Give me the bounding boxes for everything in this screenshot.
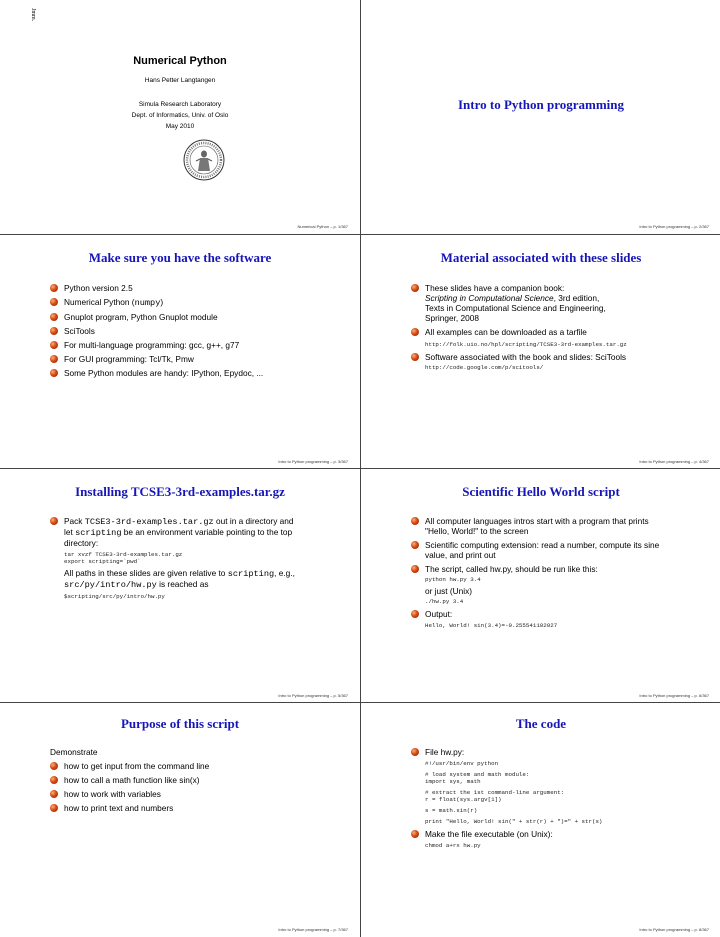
bullet-icon — [50, 355, 58, 363]
cover-title: Numerical Python — [133, 55, 227, 67]
list-item: The script, called hw.py, should be run like this: python hw.py 3.4 or just (Unix) ./hw.py 3.4 — [425, 564, 705, 605]
bullet-icon — [411, 353, 419, 361]
slide-title: Purpose of this script — [120, 716, 240, 731]
slide-6-hello-world — [361, 469, 720, 703]
university-seal-icon — [183, 139, 225, 181]
bullet-icon — [411, 830, 419, 838]
bullet-icon — [411, 610, 419, 618]
bullet-icon — [50, 327, 58, 335]
bullet-icon — [50, 762, 58, 770]
list-item: how to work with variables — [64, 789, 344, 799]
list-item: Gnuplot program, Python Gnuplot module — [64, 312, 344, 322]
bullet-icon — [50, 298, 58, 306]
slide-footer: Intro to Python programming – p. 7/367 — [278, 927, 348, 932]
slide-1-title — [0, 0, 360, 234]
slide-4-material — [361, 235, 720, 469]
software-list — [64, 283, 344, 382]
software-url-link[interactable]: http://code.google.com/p/scitools/ — [425, 364, 544, 371]
slide-footer: Intro to Python programming – p. 4/367 — [639, 459, 709, 464]
slide-footer: Intro to Python programming – p. 5/367 — [278, 693, 348, 698]
list-item: Make the file executable (on Unix): chmod a+rx hw.py — [425, 829, 705, 849]
slide-footer: Intro to Python programming – p. 8/367 — [639, 927, 709, 932]
list-item: For multi-language programming: gcc, g++, g77 — [64, 340, 344, 350]
bullet-icon — [411, 541, 419, 549]
bullet-icon — [411, 517, 419, 525]
list-item: For GUI programming: Tcl/Tk, Pmw — [64, 354, 344, 364]
list-item: Pack TCSE3-3rd-examples.tar.gz out in a directory and let scripting be an environment variable pointing to the top directory: tar xvzf TCSE3-3rd-examples.tar.gz export scripting=`pwd` All paths in these slides are given relative to scripting, e.g., src/py/intro/hw.py is reached as $scripting/src/py/intro/hw.py — [64, 516, 344, 600]
code-block: ./hw.py 3.4 — [425, 598, 464, 605]
slide-title: Intro to Python programming — [458, 97, 624, 112]
code-block: print "Hello, World! sin(" + str(r) + ")=" + str(s) — [425, 818, 603, 825]
slide-title: Make sure you have the software — [88, 250, 272, 265]
bullet-icon — [50, 517, 58, 525]
slide-footer: Intro to Python programming – p. 6/367 — [639, 693, 709, 698]
purpose-list — [64, 761, 344, 817]
bullet-icon — [50, 804, 58, 812]
slide-2-section — [361, 0, 720, 234]
list-item: Some Python modules are handy: IPython, Epydoc, ... — [64, 368, 344, 378]
bullet-icon — [50, 776, 58, 784]
slide-footer: Intro to Python programming – p. 2/367 — [639, 224, 709, 229]
list-item: All examples can be downloaded as a tarfile http://folk.uio.no/hpl/scripting/TCSE3-3rd-examples.tar.gz — [425, 327, 705, 348]
bullet-icon — [411, 284, 419, 292]
code-block: Hello, World! sin(3.4)=-0.255541102027 — [425, 622, 558, 629]
cover-date: May 2010 — [165, 123, 195, 130]
list-item: Scientific computing extension: read a number, compute its sine value, and print out — [425, 540, 705, 560]
bullet-icon — [50, 341, 58, 349]
cover-dept: Dept. of Informatics, Univ. of Oslo — [131, 112, 229, 119]
list-item: Python version 2.5 — [64, 283, 344, 293]
list-item: Numerical Python (numpy) — [64, 297, 344, 308]
code-block: s = math.sin(r) — [425, 807, 478, 814]
list-item: These slides have a companion book: Scripting in Computational Science, 3rd edition, Texts in Computational Science and Engineering, Springer, 2008 — [425, 283, 705, 323]
slide-8-code — [361, 703, 720, 937]
list-item: how to get input from the command line — [64, 761, 344, 771]
bullet-icon — [50, 313, 58, 321]
code-block: $scripting/src/py/intro/hw.py — [64, 593, 165, 600]
list-item: Software associated with the book and slides: SciTools http://code.google.com/p/scitools/ — [425, 352, 705, 371]
list-item: how to print text and numbers — [64, 803, 344, 813]
bullet-icon — [50, 790, 58, 798]
list-item: Output: Hello, World! sin(3.4)=-0.255541102027 — [425, 609, 705, 629]
slide-footer: Intro to Python programming – p. 3/367 — [278, 459, 348, 464]
bullet-icon — [411, 748, 419, 756]
list-item: SciTools — [64, 326, 344, 336]
bullet-icon — [411, 565, 419, 573]
code-block: tar xvzf TCSE3-3rd-examples.tar.gz export scripting=`pwd` — [64, 551, 183, 565]
cover-lab: Simula Research Laboratory — [138, 101, 222, 108]
slide-title: Material associated with these slides — [440, 250, 642, 265]
code-block: chmod a+rx hw.py — [425, 842, 481, 849]
bullet-icon — [411, 328, 419, 336]
slide-3-software — [0, 235, 360, 469]
list-item: File hw.py: #!/usr/bin/env python # load system and math module: import sys, math # extract the 1st command-line argument: r = float(sys.argv[1]) s = math.sin(r) print "Hello, World! sin(" + str(r) + ")=" + str(s) — [425, 747, 705, 825]
list-item: All computer languages intros start with a program that prints "Hello, World!" to the screen — [425, 516, 705, 536]
code-block: # load system and math module: import sys, math — [425, 771, 530, 785]
bullet-icon — [50, 369, 58, 377]
slide-title: The code — [515, 716, 567, 731]
code-block: #!/usr/bin/env python — [425, 760, 499, 767]
slide-footer: Numerical Python – p. 1/367 — [297, 224, 348, 229]
code-block: python hw.py 3.4 — [425, 576, 481, 583]
intro-text: Demonstrate — [50, 747, 98, 757]
code-list — [425, 747, 705, 853]
slide-title: Installing TCSE3-3rd-examples.tar.gz — [75, 484, 285, 499]
slide-5-installing — [0, 469, 360, 703]
material-list — [425, 283, 705, 375]
side-tag: Jmm. — [30, 8, 36, 22]
cover-author: Hans Petter Langtangen — [144, 77, 216, 84]
slide-7-purpose — [0, 703, 360, 937]
hello-list — [425, 516, 705, 633]
code-block: # extract the 1st command-line argument: r = float(sys.argv[1]) — [425, 789, 565, 803]
install-list — [64, 516, 344, 604]
list-item: how to call a math function like sin(x) — [64, 775, 344, 785]
bullet-icon — [50, 284, 58, 292]
examples-url-link[interactable]: http://folk.uio.no/hpl/scripting/TCSE3-3rd-examples.tar.gz — [425, 341, 627, 348]
slide-title: Scientific Hello World script — [462, 484, 620, 499]
